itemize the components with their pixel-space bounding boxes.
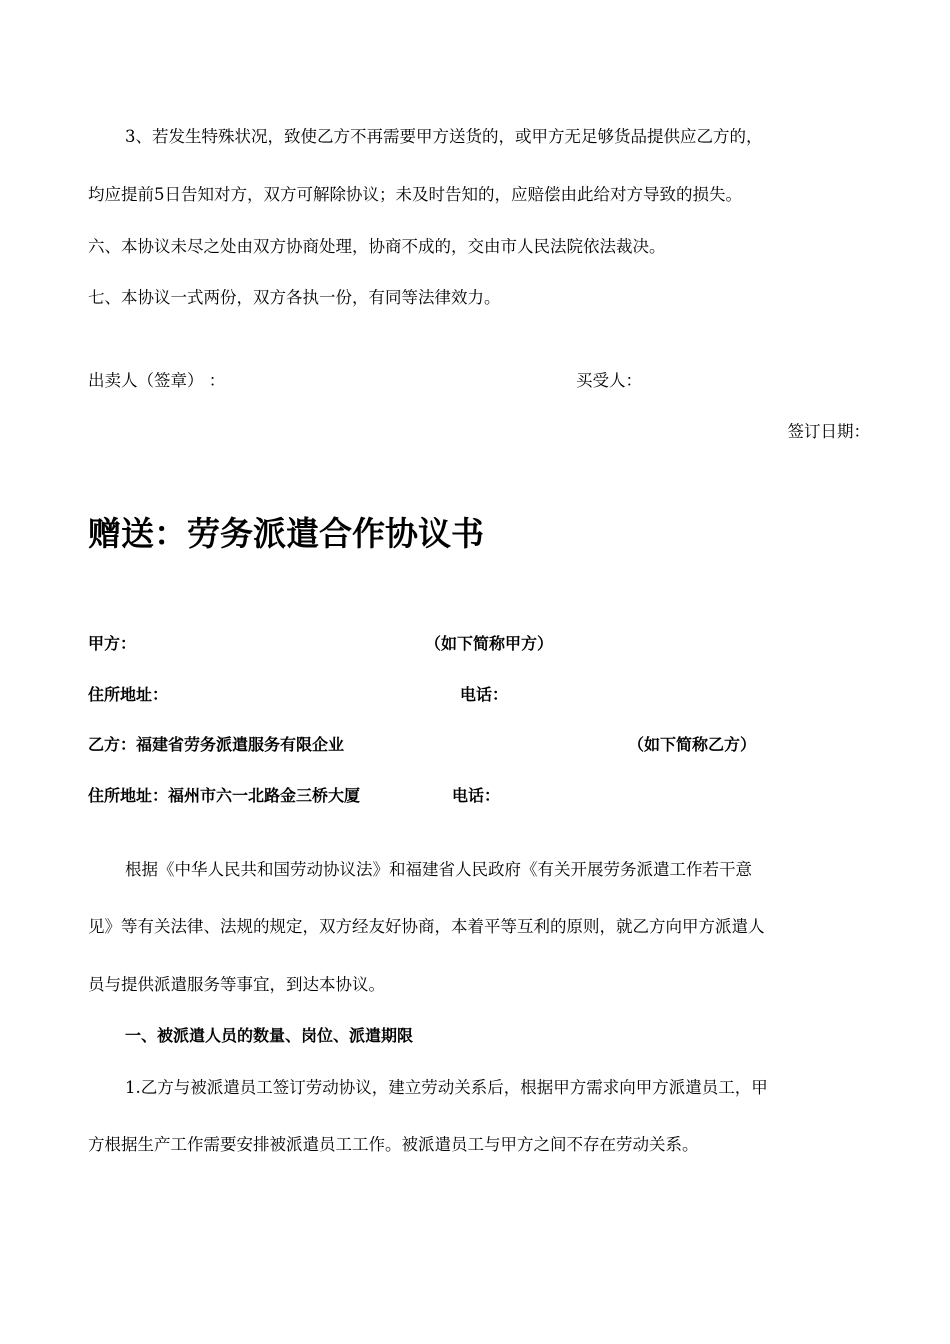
- party-b-address: 住所地址：福州市六一北路金三桥大厦: [88, 786, 361, 805]
- section1-item1-line2: 方根据生产工作需要安排被派遣员工工作。被派遣员工与甲方之间不存在劳动关系。: [88, 1135, 699, 1154]
- party-a-label: 甲方：: [88, 634, 137, 653]
- document-title: 赠送：劳务派遣合作协议书: [88, 514, 484, 553]
- clause7: 七、本协议一式两份，双方各执一份，有同等法律效力。: [88, 288, 501, 307]
- party-a-address-label: 住所地址：: [88, 685, 169, 704]
- section1-heading: 一、被派遣人员的数量、岗位、派遣期限: [125, 1026, 414, 1045]
- preamble-line2: 见》等有关法律、法规的规定，双方经友好协商，本着平等互利的原则，就乙方向甲方派遣人: [88, 917, 765, 936]
- preamble-line3: 员与提供派遣服务等事宜，到达本协议。: [88, 975, 385, 994]
- clause3-line1: 3、若发生特殊状况，致使乙方不再需要甲方送货的，或甲方无足够货品提供应乙方的，: [125, 127, 763, 146]
- clause6: 六、本协议未尽之处由双方协商处理，协商不成的，交由市人民法院依法裁决。: [88, 237, 666, 256]
- party-b-phone-label: 电话：: [452, 786, 501, 805]
- party-a-phone-label: 电话：: [460, 685, 509, 704]
- section1-item1-line1: 1.乙方与被派遣员工签订劳动协议，建立劳动关系后，根据甲方需求向甲方派遣员工，甲: [125, 1078, 768, 1097]
- sign-date-label: 签订日期：: [787, 422, 870, 441]
- party-b-label: 乙方：福建省劳务派遣服务有限企业: [88, 735, 345, 754]
- party-b-note: （如下简称乙方）: [628, 735, 757, 754]
- buyer-signature-label: 买受人：: [576, 371, 642, 390]
- clause3-line2: 均应提前5日告知对方，双方可解除协议；未及时告知的，应赔偿由此给对方导致的损失。: [88, 185, 742, 204]
- seller-signature-label: 出卖人（签章） ：: [88, 371, 226, 390]
- preamble-line1: 根据《中华人民共和国劳动协议法》和福建省人民政府《有关开展劳务派遣工作若干意: [125, 860, 752, 879]
- party-a-note: （如下简称甲方）: [425, 634, 554, 653]
